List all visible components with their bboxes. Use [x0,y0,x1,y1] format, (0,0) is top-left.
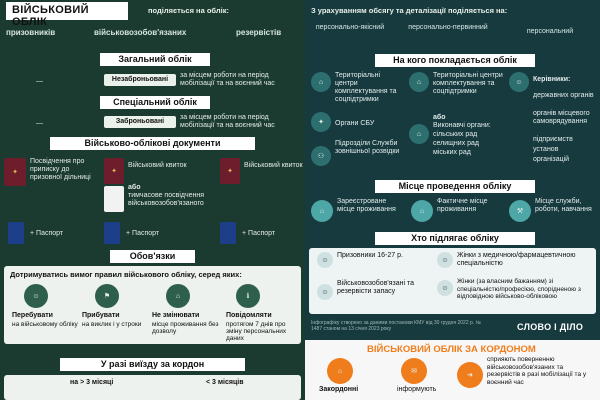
column-prizovnykiv: призовників [6,28,56,37]
right-column-2: персонально-первинний [408,24,488,31]
general-text: за місцем роботи на період мобілізації та на воєнний час [180,72,275,87]
duty-2-text: на виклик і у строки [82,321,142,328]
place-1: Зареєстроване місце проживання [337,198,396,213]
passport-icon [104,222,120,244]
who-c2b: або [433,114,446,121]
subject-2: Жінки з медичною/фармацевтичною спеціальністю [457,252,576,267]
place-3: Місце служби, роботи, навчання [535,198,592,213]
place-2: Фактичне місце проживання [437,198,488,213]
military-card-icon: ✦ [220,158,240,184]
military-card-icon: ✦ [104,158,124,184]
left-subtitle: поділяється на облік: [148,6,229,15]
inform-icon: ✉ [401,358,427,384]
doc-col2-card: Військовий квиток [128,162,187,169]
car-return-icon: ➜ [457,362,483,388]
passport-icon [220,222,236,244]
subject-3: Військовозобов'язані та резервісти запасу [337,280,415,295]
section-general: Загальний облік [100,53,210,66]
travel-over: на > 3 місяці [70,379,114,386]
who-c2e: селищних рад [433,140,480,147]
duty-2-title: Прибувати [82,312,120,319]
travel-box [4,375,301,400]
duty-1-text: на військовому обліку [12,321,78,328]
duty-4-title: Повідомляти [226,312,272,319]
soldier-icon: ☺ [24,284,48,308]
duty-4-text: протягом 7 днів про зміну персональних даних [226,321,287,342]
duties-intro: Дотримуватись вимог правил військового обліку, серед яких: [10,270,242,279]
section-duties: Обов'язки [110,250,195,263]
who-c3-item4: установ [533,146,559,153]
passport-2: + Паспорт [126,230,160,237]
doc-col2-temp: тимчасове посвідчення військовозобов'язаного [128,192,205,207]
right-panel [305,0,600,400]
general-dash: — [36,78,43,85]
who-c1c: Підрозділи Служби зовнішньої розвідки [335,140,400,155]
passport-icon [8,222,24,244]
doc-col2-or: або [128,184,141,191]
council-icon: ⌂ [409,124,429,144]
building-icon: ⌂ [409,72,429,92]
building-icon: ⌂ [311,72,331,92]
special-dash: — [36,120,43,127]
right-column-3: персональний [526,28,574,35]
travel-under: < 3 місяців [206,379,244,386]
who-c2a: Територіальні центри комплектування та соцпідтримки [433,72,503,95]
passport-3: + Паспорт [242,230,276,237]
subject-bar: Хто підлягає обліку [375,232,535,245]
manager-icon: ☺ [509,72,529,92]
who-c3-item5: організацій [533,156,570,163]
duty-3-text: місце проживання без дозволу [152,321,219,335]
sbu-icon: ✦ [311,112,331,132]
embassy-icon: ⌂ [327,358,353,384]
column-rezervistiv: резервістів [236,28,282,37]
subject-4: Жінки (за власним бажанням) зі спеціальністю/професією, спорідненою з відповідною військово-обліковою [457,278,581,300]
temp-certificate-icon [104,186,124,212]
section-special: Спеціальний облік [100,96,210,109]
who-c3-item2: органів місцевого самоврядування [533,110,590,125]
who-c3-item3: підприємств [533,136,573,143]
abroad-title: ВІЙСЬКОВИЙ ОБЛІК ЗА КОРДОНОМ [367,344,536,355]
duty-3-title: Не змінювати [152,312,200,319]
actual-home-icon: ⌂ [411,200,433,222]
who-c3-item1: державних органів [533,92,594,99]
who-c1a: Територіальні центри комплектування та соцпідтримки [335,72,397,103]
registered-home-icon: ⌂ [311,200,333,222]
source-note: Інфографіку створено за даними постанови КМУ від 30 грудня 2022 р. № 1487 станом на 13 січня 2023 року [311,320,481,332]
place-bar: Місце проведення обліку [375,180,535,193]
right-subtitle: З урахуванням обсягу та деталізації поділяється на: [311,6,508,15]
duty-1-title: Перебувати [12,312,53,319]
passport-1: + Паспорт [30,230,64,237]
section-travel: У разі виїзду за кордон [60,358,245,371]
who-bar: На кого покладається облік [375,54,535,67]
right-column-1: персонально-якісний [315,24,385,31]
abroad-a3: сприяють поверненню військовозобов'язаних та резервістів в разі мобілізації та у воєнний час [487,356,587,386]
doc-col3: Військовий квиток [244,162,303,169]
intelligence-icon: ⚇ [311,146,331,166]
woman-medic-icon: ☺ [437,252,453,268]
abroad-a2: інформують [397,386,437,393]
section-documents: Військово-облікові документи [50,137,255,150]
abroad-a1: Закордонні [319,386,359,393]
workplace-icon: ⚒ [509,200,531,222]
house-icon: ⌂ [166,284,190,308]
page-title: ВІЙСЬКОВИЙ ОБЛІК [6,2,128,20]
status-booked: Заброньовані [104,116,176,128]
person-info-icon: ℹ [236,284,260,308]
special-text: за місцем роботи на період мобілізації та на воєнний час [180,114,275,129]
who-c2f: міських рад [433,149,471,156]
who-c3-title: Керівники: [533,76,571,83]
subject-1: Призовники 16-27 р. [337,252,403,259]
who-c1b: Органи СБУ [335,120,375,127]
doc-col1: Посвідчення про приписку до призовної дільниці [30,158,91,181]
woman-volunteer-icon: ☺ [437,280,453,296]
certificate-icon: ✦ [4,158,26,186]
status-unbooked: Незаброньовані [104,74,176,86]
reservist-icon: ☺ [317,284,333,300]
who-c2c: Виконавчі органи: [433,122,491,129]
who-c2d: сільських рад [433,131,478,138]
running-person-icon: ⚑ [95,284,119,308]
column-viyskovozobovyazanykh: військовозобов'язаних [94,28,187,37]
conscript-icon: ☺ [317,252,333,268]
logo: СЛОВО І ДІЛО [517,322,584,332]
